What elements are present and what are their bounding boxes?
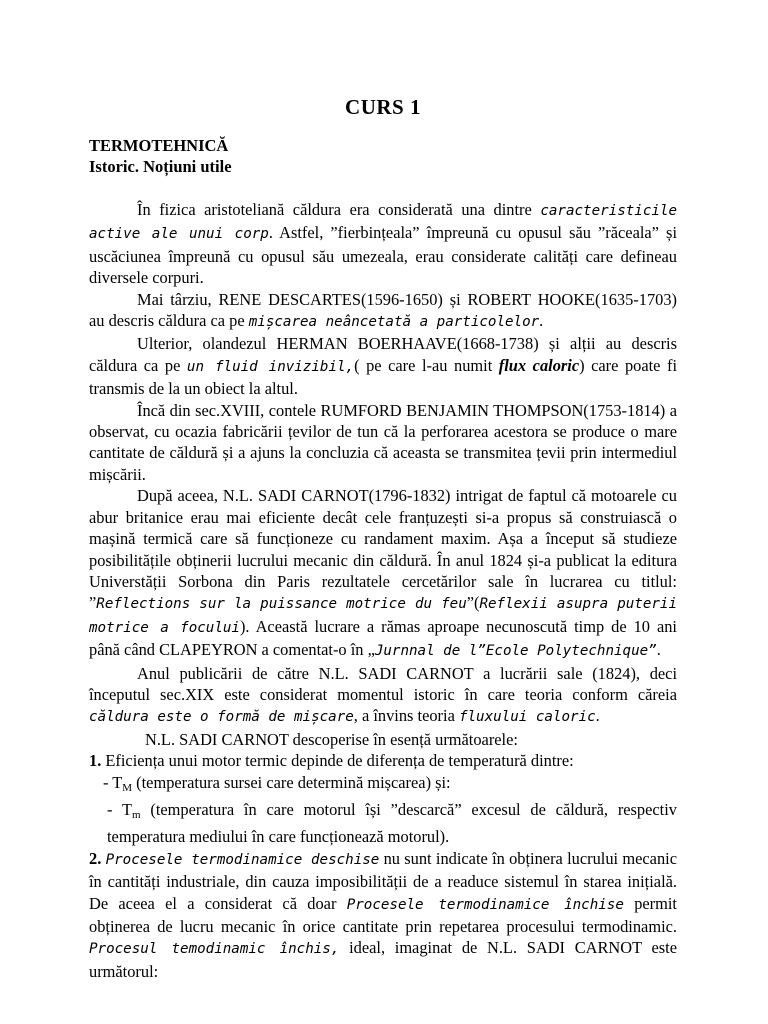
text-run: ). Această lucrare a rămas aproape necunoscută timp de 10 ani până când CLAPEYRON a comentat-o în „: [89, 616, 677, 660]
paragraph-rumford: [89, 400, 677, 486]
paragraph-publication: [89, 663, 677, 729]
italic-text: Jurnnal de l”Ecole Polytechnique”: [374, 643, 657, 660]
italic-text: mișcarea neâncetată a particolelor: [248, 314, 540, 331]
text-run: - T: [107, 799, 132, 819]
text-run: ideal, imaginat de N.L. SADI CARNOT este următorul:: [89, 938, 677, 981]
section-heading: TERMOTEHNICĂ: [89, 136, 229, 155]
italic-text: fluxului caloric: [458, 709, 596, 726]
bold-italic-text: flux caloric: [498, 355, 580, 375]
text-run: (temperatura în care motorul își ”descarcă” excesul de căldură, respectiv temperatura mediului în care funcționează motorul).: [107, 799, 677, 847]
section-subheading: Istoric. Noțiuni utile: [89, 157, 232, 176]
paragraph-carnot: [89, 485, 677, 662]
list-number: 1.: [89, 751, 102, 771]
text-run: Ulterior, olandezul HERMAN BOERHAAVE(1668-1738) și alții au descris căldura ca pe: [89, 334, 677, 375]
text-run: După aceea, N.L. SADI CARNOT(1796-1832) intrigat de faptul că motoarele cu abur britanice erau mai eficiente decât cele franțuzești si-a propus să construiască o mașină termică care să funcționeze cu randament maxim. Așa a început să studieze posibilitățile obținerii lucrului mecanic din căldură. În anul 1824 și-a publicat la editura Universtății Sorbona din Paris rezultatele cercetărilor sale în lucrarea cu titlul: ”: [89, 486, 677, 613]
subscript: m: [132, 808, 141, 821]
text-run: .: [595, 706, 600, 726]
italic-text: Reflexii asupra puterii motrice a focului: [89, 596, 677, 636]
italic-text: Procesele termodinamice deschise: [105, 851, 380, 868]
text-run: nu sunt indicate în obținera lucrului mecanic în cantități industriale, din cauza imposibilității de a readuce sistemul în starea inițială. De aceea el a considerat că doar: [89, 848, 677, 913]
text-run: Încă din sec.XVIII, contele RUMFORD BENJAMIN THOMPSON(1753-1814) a observat, cu ocazia fabricării țevilor de tun că la perforarea acestora se produce o mare cantitate de căldură și a ajuns la concluzia că aceasta se transmitea țevii prin intermediul mișcării.: [89, 400, 677, 484]
paragraph-discoveries-intro: [89, 729, 677, 750]
list-subitem-tmax: [89, 772, 677, 799]
italic-text: Procesul temodinamic închis,: [89, 941, 340, 958]
text-run: ) care poate fi transmis de la un obiect la altul.: [89, 355, 678, 399]
text-run: .: [656, 640, 661, 660]
italic-text: Reflections sur la puissance motrice du feu: [96, 596, 467, 613]
text-run: .: [539, 311, 544, 331]
list-subitem-tmin: [89, 799, 677, 848]
document-body: [89, 199, 677, 982]
page-title: CURS 1: [345, 95, 421, 119]
text-run: - T: [103, 772, 123, 792]
text-run: (temperatura sursei care determină mișcarea) și:: [132, 772, 451, 792]
text-run: Eficiența unui motor termic depinde de diferența de temperatură dintre:: [101, 751, 574, 771]
text-run: , a învins teoria: [353, 706, 459, 726]
list-number: 2.: [89, 848, 102, 868]
paragraph-descartes: [89, 289, 677, 334]
list-item-1: [89, 750, 677, 771]
italic-text: caracteristicile active ale unui corp: [89, 203, 677, 243]
text-run: În fizica aristoteliană căldura era considerată una dintre: [137, 200, 541, 219]
paragraph-aristotle: [89, 199, 677, 289]
text-run: Mai târziu, RENE DESCARTES(1596-1650) și ROBERT HOOKE(1635-1703) au descris căldura ca pe: [89, 289, 677, 331]
italic-text: căldura este o formă de mișcare: [89, 709, 354, 726]
text-run: ”(: [466, 593, 480, 613]
text-run: permit obținerea de lucru mecanic în orice cantitate prin repetarea procesului termodinamic.: [89, 893, 677, 936]
text-run: . Astfel, ”fierbințeala” împreună cu opusul său ”răceala” și uscăciunea împreună cu opusul său umezeala, erau considerate calități care defineau diversele corpuri.: [89, 223, 677, 288]
text-run: N.L. SADI CARNOT descoperise în esență următoarele:: [145, 729, 518, 749]
subscript: M: [122, 781, 133, 794]
text-run: Anul publicării de către N.L. SADI CARNOT a lucrării sale (1824), deci începutul sec.XIX este considerat momentul istoric în care teoria conform căreia: [89, 663, 677, 704]
paragraph-boerhaave: [89, 333, 677, 399]
italic-text: un fluid invizibil,: [186, 358, 355, 375]
italic-text: Procesele termodinamice închise: [346, 896, 624, 913]
list-item-2: [89, 848, 677, 982]
text-run: ( pe care l-au numit: [354, 355, 499, 375]
